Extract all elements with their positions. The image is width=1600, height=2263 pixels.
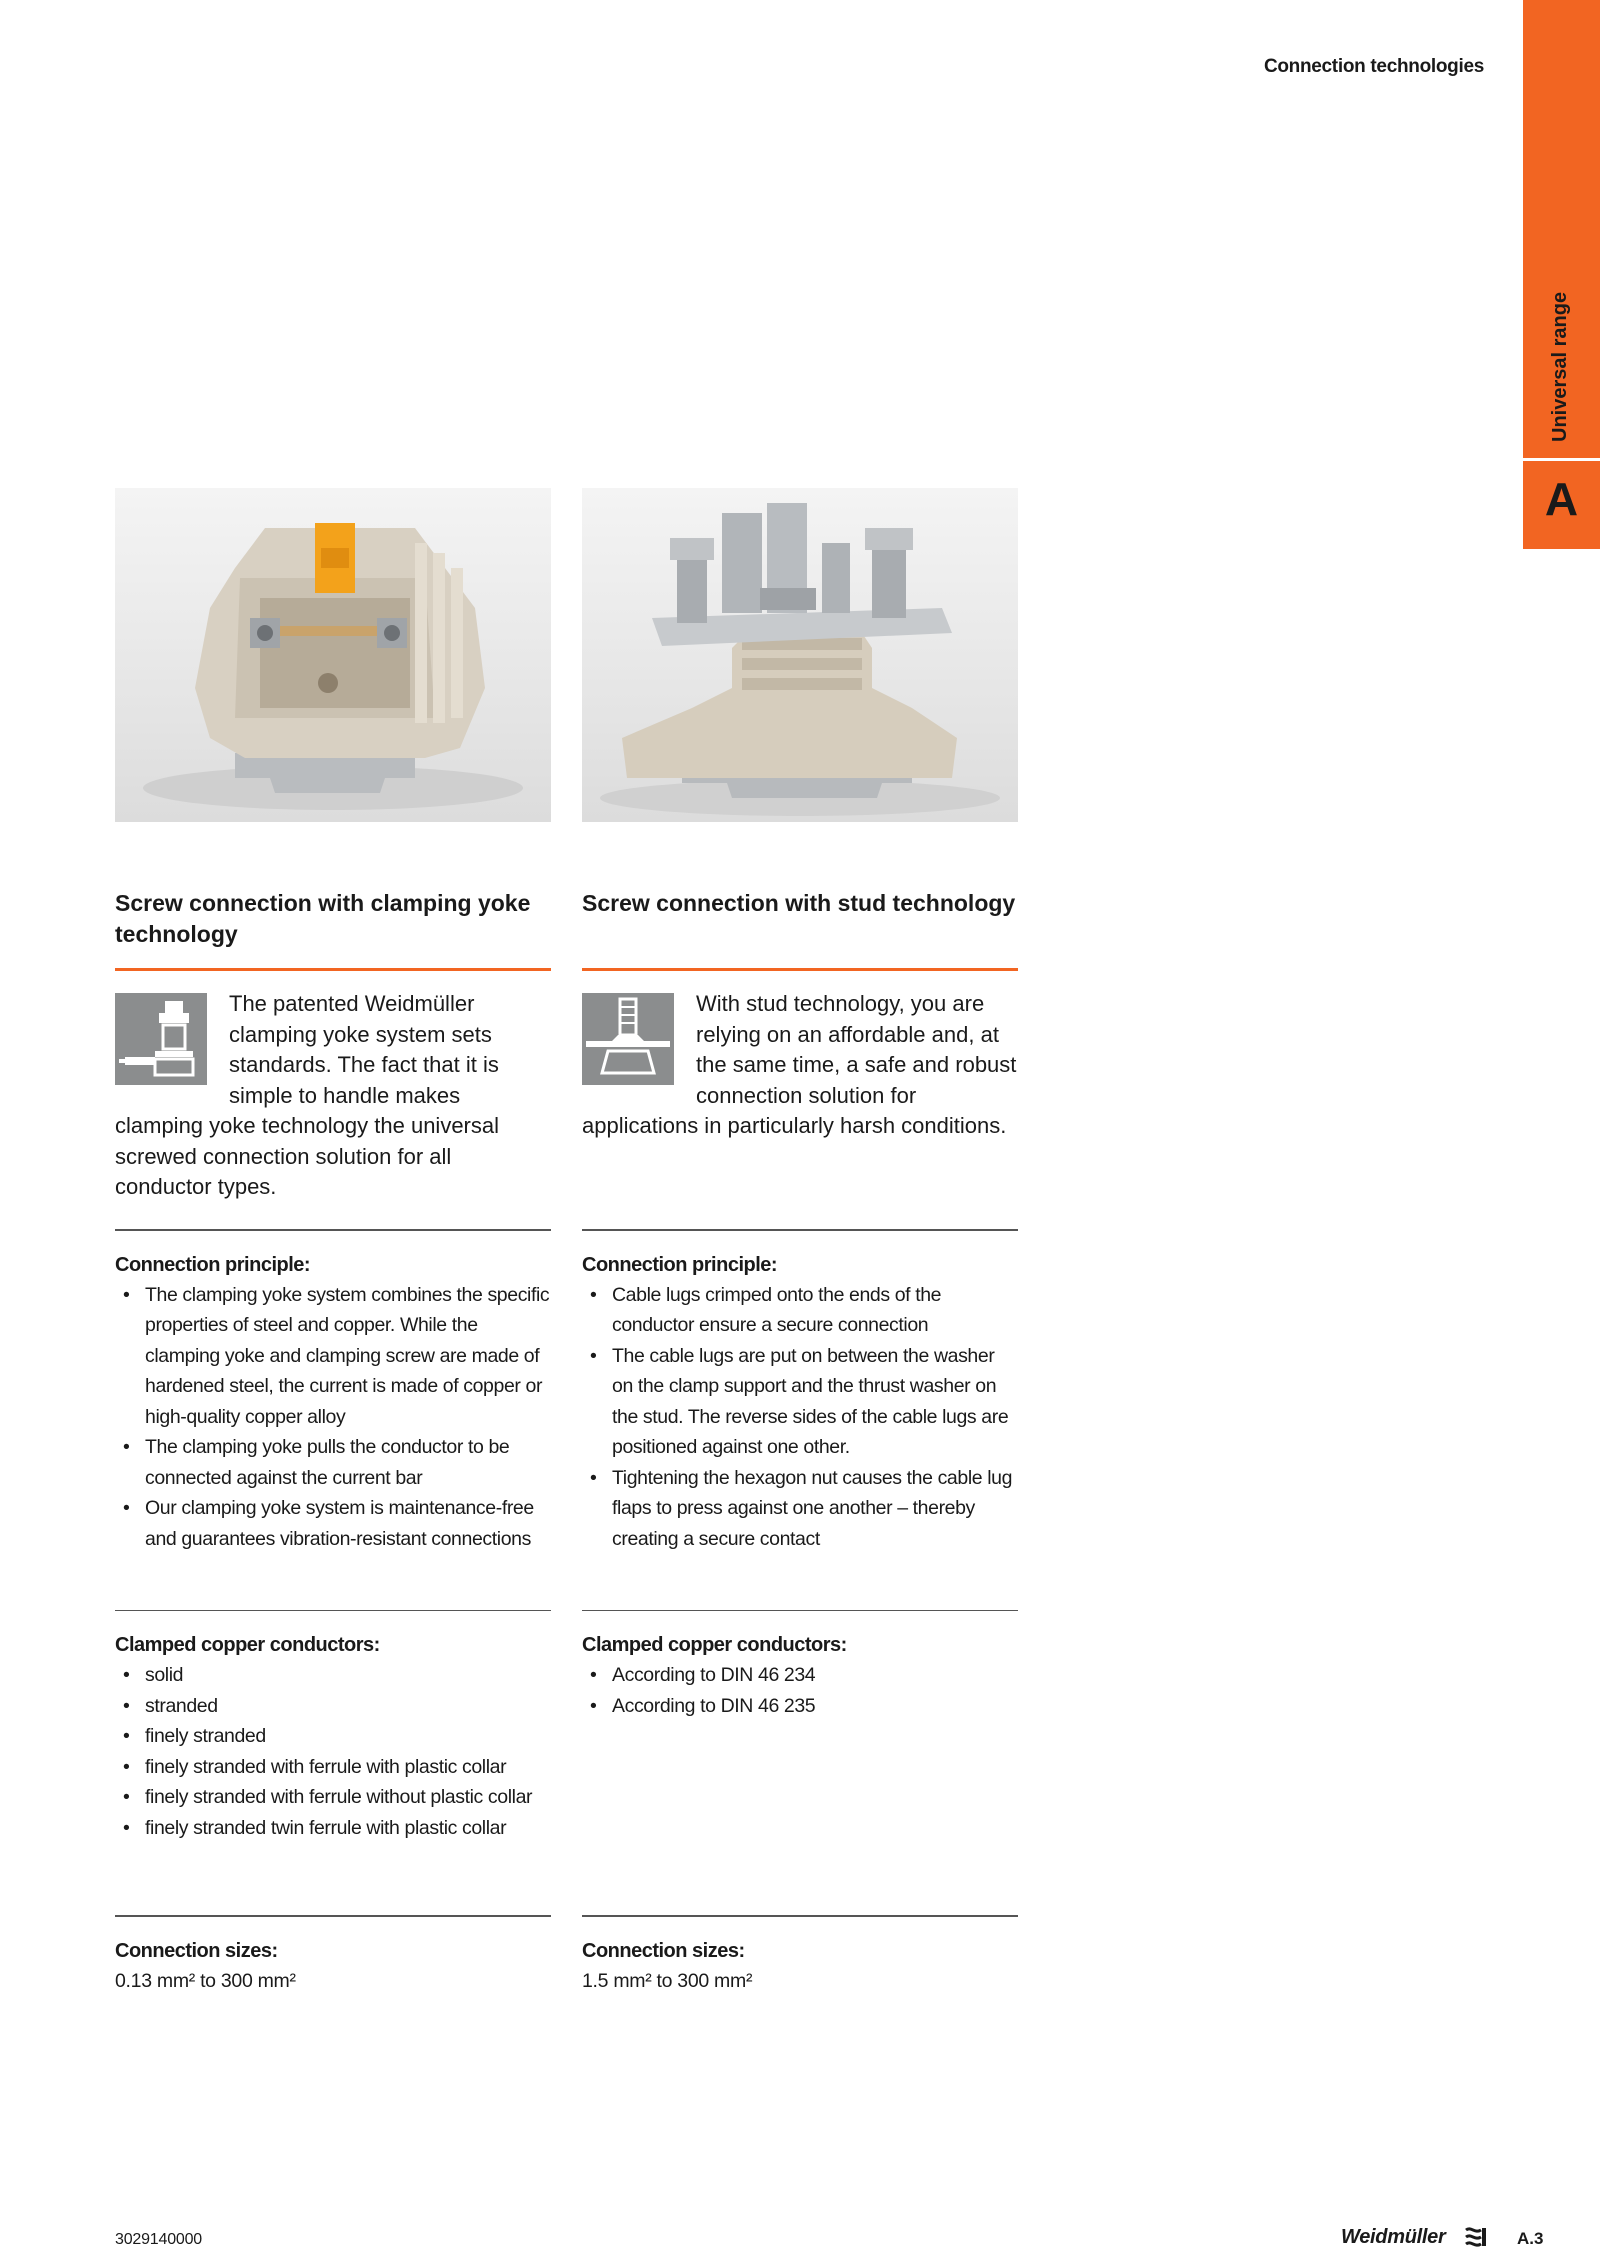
stud-title: Screw connection with stud technology [582,890,1016,916]
connection-principle-list [582,1280,1018,1610]
list-item: • According to DIN 46 234 [582,1660,1018,1691]
list-item: • finely stranded twin ferrule with plastic collar [115,1813,551,1844]
clamping-yoke-column [115,488,551,1996]
stud-intro [582,989,1018,1229]
divider [582,1915,1018,1917]
list-item: • Cable lugs crimped onto the ends of the conductor ensure a secure connection [582,1280,1018,1341]
clamping-yoke-intro-text: The patented Weidmüller clamping yoke system sets standards. The fact that it is simple to handle makes clamping yoke technology the universal screwed connection solution for all conductor types. [115,991,500,1199]
chapter-tab-divider [1523,458,1600,461]
chapter-tab [1523,0,1600,549]
weidmuller-logo-icon [1463,2224,1489,2255]
clamped-conductors-list [582,1660,1018,1915]
clamping-yoke-icon [115,993,207,1085]
clamped-conductors-heading: Clamped copper conductors: [582,1634,847,1656]
document-number: 3029140000 [115,2231,202,2248]
clamped-conductors-list [115,1660,551,1915]
divider [115,1229,551,1231]
list-item: • finely stranded [115,1721,551,1752]
clamping-yoke-terminal-photo [115,488,551,822]
chapter-tab-letter: A [1544,473,1579,525]
list-item: • Tightening the hexagon nut causes the cable lug flaps to press against one another – thereby creating a secure contact [582,1463,1018,1555]
title-underline [115,968,551,971]
list-item: • Our clamping yoke system is maintenance-free and guarantees vibration-resistant connections [115,1493,551,1554]
connection-sizes-value: 1.5 mm² to 300 mm² [582,1969,753,1992]
stud-intro-text: With stud technology, you are relying on an affordable and, at the same time, a safe and robust connection solution for applications in particularly harsh conditions. [582,991,1017,1138]
list-item: • The clamping yoke pulls the conductor to be connected against the current bar [115,1432,551,1493]
stud-column [582,488,1018,1996]
divider [115,1915,551,1917]
list-item: • solid [115,1660,551,1691]
list-item: • stranded [115,1691,551,1722]
stud-terminal-photo [582,488,1018,822]
connection-sizes-heading: Connection sizes: [582,1939,745,1962]
list-item: • The clamping yoke system combines the specific properties of steel and copper. While the clamping yoke and clamping screw are made of hardened steel, the current is made of copper or high-quality copper alloy [115,1280,551,1433]
divider [582,1229,1018,1231]
connection-principle-heading: Connection principle: [115,1253,311,1276]
list-item: • finely stranded with ferrule without plastic collar [115,1782,551,1813]
title-underline [582,968,1018,971]
list-item: • The cable lugs are put on between the washer on the clamp support and the thrust washer on the stud. The reverse sides of the cable lugs are positioned against one other. [582,1341,1018,1463]
divider [582,1610,1018,1612]
connection-principle-heading: Connection principle: [582,1253,778,1276]
clamping-yoke-intro [115,989,551,1229]
section-header-title: Connection technologies [1263,56,1484,77]
clamping-yoke-title: Screw connection with clamping yoke technology [115,890,531,947]
brand-name: Weidmüller [1341,2226,1446,2248]
list-item: • According to DIN 46 235 [582,1691,1018,1722]
clamped-conductors-heading: Clamped copper conductors: [115,1634,380,1656]
connection-sizes-value: 0.13 mm² to 300 mm² [115,1969,296,1992]
list-item: • finely stranded with ferrule with plastic collar [115,1752,551,1783]
connection-principle-list [115,1280,551,1610]
divider [115,1610,551,1612]
connection-sizes-heading: Connection sizes: [115,1939,278,1962]
stud-connection-icon [582,993,674,1085]
page-number: A.3 [1517,2229,1544,2248]
chapter-tab-label: Universal range [1549,291,1571,442]
